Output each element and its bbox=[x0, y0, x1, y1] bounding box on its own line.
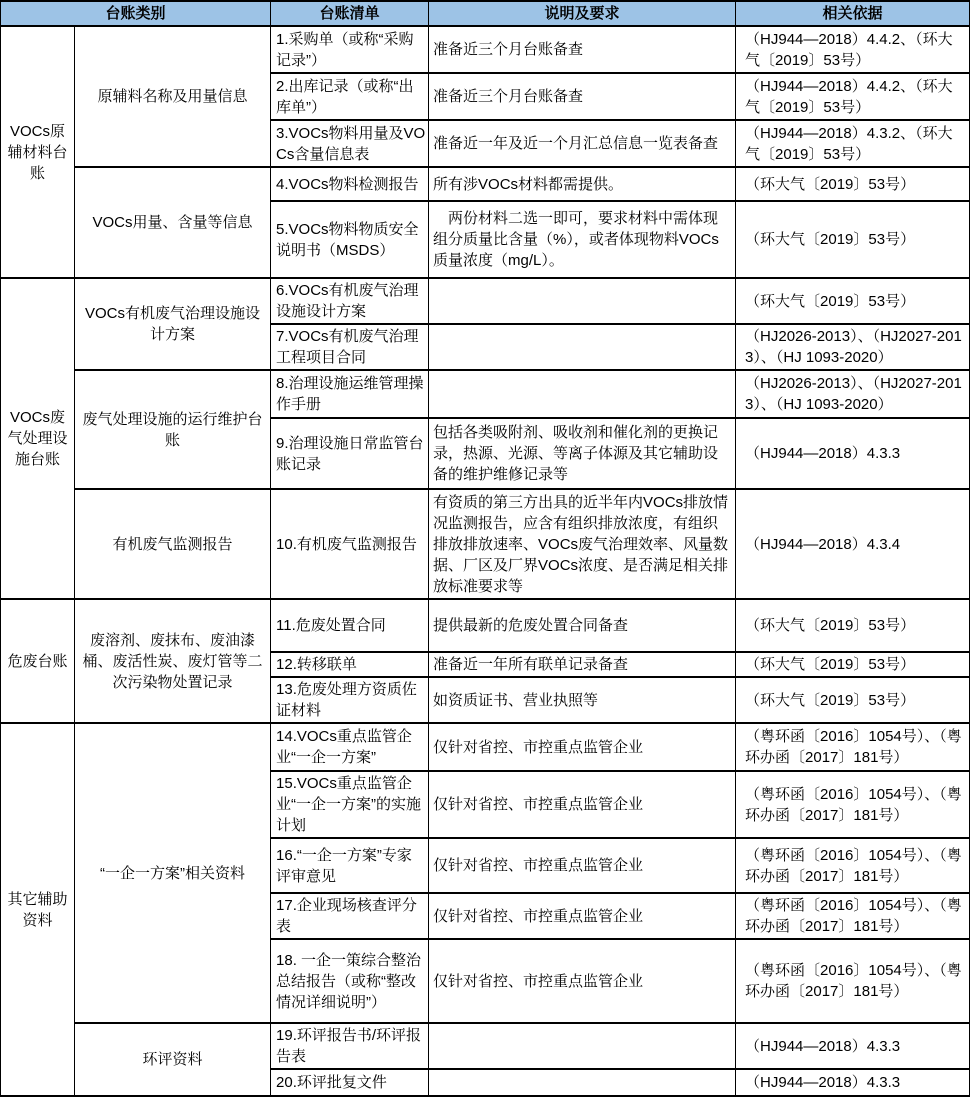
requirement-cell bbox=[429, 324, 736, 370]
category-cell: VOCs原辅材料台账 bbox=[1, 26, 75, 278]
requirement-cell bbox=[429, 1023, 736, 1069]
requirement-cell: 仅针对省控、市控重点监管企业 bbox=[429, 838, 736, 893]
basis-cell: （HJ944—2018）4.3.3 bbox=[736, 1023, 970, 1069]
basis-cell: （环大气〔2019〕53号） bbox=[736, 677, 970, 723]
basis-cell: （粤环函〔2016〕1054号）、（粤环办函〔2017〕181号） bbox=[736, 939, 970, 1023]
item-name-cell: 14.VOCs重点监管企业“一企一方案” bbox=[271, 723, 429, 771]
requirement-cell: 准备近一年所有联单记录备查 bbox=[429, 652, 736, 677]
basis-cell: （HJ944—2018）4.3.4 bbox=[736, 489, 970, 599]
item-name-cell: 19.环评报告书/环评报告表 bbox=[271, 1023, 429, 1069]
basis-cell: （HJ2026-2013）、（HJ2027-2013）、（HJ 1093-2020） bbox=[736, 370, 970, 418]
requirement-cell: 仅针对省控、市控重点监管企业 bbox=[429, 771, 736, 838]
basis-cell: （粤环函〔2016〕1054号）、（粤环办函〔2017〕181号） bbox=[736, 771, 970, 838]
item-name-cell: 12.转移联单 bbox=[271, 652, 429, 677]
category-cell: 危废台账 bbox=[1, 599, 75, 723]
item-name-cell: 8.治理设施运维管理操作手册 bbox=[271, 370, 429, 418]
table-row bbox=[1, 489, 970, 599]
requirement-cell: 仅针对省控、市控重点监管企业 bbox=[429, 893, 736, 939]
item-name-cell: 10.有机废气监测报告 bbox=[271, 489, 429, 599]
basis-cell: （环大气〔2019〕53号） bbox=[736, 167, 970, 201]
subcategory-cell: VOCs用量、含量等信息 bbox=[75, 167, 271, 278]
basis-cell: （HJ944—2018）4.3.3 bbox=[736, 418, 970, 489]
basis-cell: （HJ2026-2013）、（HJ2027-2013）、（HJ 1093-2020） bbox=[736, 324, 970, 370]
requirement-cell: 仅针对省控、市控重点监管企业 bbox=[429, 723, 736, 771]
basis-cell: （环大气〔2019〕53号） bbox=[736, 278, 970, 324]
item-name-cell: 1.采购单（或称“采购记录”） bbox=[271, 26, 429, 73]
basis-cell: （HJ944—2018）4.3.3 bbox=[736, 1069, 970, 1096]
header-requirement: 说明及要求 bbox=[429, 1, 736, 26]
requirement-cell: 准备近三个月台账备查 bbox=[429, 73, 736, 120]
basis-cell: （粤环函〔2016〕1054号）、（粤环办函〔2017〕181号） bbox=[736, 723, 970, 771]
item-name-cell: 16.“一企一方案”专家评审意见 bbox=[271, 838, 429, 893]
item-name-cell: 15.VOCs重点监管企业“一企一方案”的实施计划 bbox=[271, 771, 429, 838]
basis-cell: （HJ944—2018）4.4.2、（环大气〔2019〕53号） bbox=[736, 73, 970, 120]
basis-cell: （环大气〔2019〕53号） bbox=[736, 652, 970, 677]
requirement-cell: 如资质证书、营业执照等 bbox=[429, 677, 736, 723]
item-name-cell: 17.企业现场核查评分表 bbox=[271, 893, 429, 939]
table-row bbox=[1, 1023, 970, 1069]
subcategory-cell: 废气处理设施的运行维护台账 bbox=[75, 370, 271, 489]
table-row bbox=[1, 599, 970, 652]
item-name-cell: 2.出库记录（或称“出库单”） bbox=[271, 73, 429, 120]
requirement-cell: 准备近一年及近一个月汇总信息一览表备查 bbox=[429, 120, 736, 167]
subcategory-cell: 环评资料 bbox=[75, 1023, 271, 1096]
ledger-table-body bbox=[1, 26, 970, 1096]
basis-cell: （HJ944—2018）4.4.2、（环大气〔2019〕53号） bbox=[736, 26, 970, 73]
requirement-cell: 包括各类吸附剂、吸收剂和催化剂的更换记录，热源、光源、等离子体源及其它辅助设备的维护维修记录等 bbox=[429, 418, 736, 489]
subcategory-cell: 原辅料名称及用量信息 bbox=[75, 26, 271, 167]
requirement-cell bbox=[429, 278, 736, 324]
item-name-cell: 18. 一企一策综合整治总结报告（或称“整改情况详细说明”） bbox=[271, 939, 429, 1023]
item-name-cell: 9.治理设施日常监管台账记录 bbox=[271, 418, 429, 489]
subcategory-cell: “一企一方案”相关资料 bbox=[75, 723, 271, 1023]
basis-cell: （环大气〔2019〕53号） bbox=[736, 201, 970, 278]
requirement-cell: 所有涉VOCs材料都需提供。 bbox=[429, 167, 736, 201]
item-name-cell: 7.VOCs有机废气治理工程项目合同 bbox=[271, 324, 429, 370]
requirement-cell: 准备近三个月台账备查 bbox=[429, 26, 736, 73]
item-name-cell: 13.危废处理方资质佐证材料 bbox=[271, 677, 429, 723]
subcategory-cell: 废溶剂、废抹布、废油漆桶、废活性炭、废灯管等二次污染物处置记录 bbox=[75, 599, 271, 723]
requirement-cell bbox=[429, 370, 736, 418]
header-list: 台账清单 bbox=[271, 1, 429, 26]
item-name-cell: 3.VOCs物料用量及VOCs含量信息表 bbox=[271, 120, 429, 167]
requirement-cell: 两份材料二选一即可，要求材料中需体现组分质量比含量（%），或者体现物料VOCs质量浓度（mg/L）。 bbox=[429, 201, 736, 278]
basis-cell: （粤环函〔2016〕1054号）、（粤环办函〔2017〕181号） bbox=[736, 838, 970, 893]
table-row bbox=[1, 370, 970, 418]
subcategory-cell: 有机废气监测报告 bbox=[75, 489, 271, 599]
category-cell: VOCs废气处理设施台账 bbox=[1, 278, 75, 599]
requirement-cell: 仅针对省控、市控重点监管企业 bbox=[429, 939, 736, 1023]
table-row bbox=[1, 278, 970, 324]
requirement-cell: 提供最新的危废处置合同备查 bbox=[429, 599, 736, 652]
requirement-cell bbox=[429, 1069, 736, 1096]
header-basis: 相关依据 bbox=[736, 1, 970, 26]
requirement-cell: 有资质的第三方出具的近半年内VOCs排放情况监测报告，应含有组织排放浓度，有组织排放排放速率、VOCs废气治理效率、风量数据、厂区及厂界VOCs浓度、是否满足相关排放标准要求等 bbox=[429, 489, 736, 599]
header-category: 台账类别 bbox=[1, 1, 271, 26]
category-cell: 其它辅助资料 bbox=[1, 723, 75, 1096]
item-name-cell: 6.VOCs有机废气治理设施设计方案 bbox=[271, 278, 429, 324]
item-name-cell: 11.危废处置合同 bbox=[271, 599, 429, 652]
subcategory-cell: VOCs有机废气治理设施设计方案 bbox=[75, 278, 271, 370]
item-name-cell: 20.环评批复文件 bbox=[271, 1069, 429, 1096]
table-row bbox=[1, 723, 970, 771]
item-name-cell: 5.VOCs物料物质安全说明书（MSDS） bbox=[271, 201, 429, 278]
table-row bbox=[1, 26, 970, 73]
basis-cell: （粤环函〔2016〕1054号）、（粤环办函〔2017〕181号） bbox=[736, 893, 970, 939]
table-row bbox=[1, 167, 970, 201]
basis-cell: （HJ944—2018）4.3.2、（环大气〔2019〕53号） bbox=[736, 120, 970, 167]
table-header-row bbox=[1, 1, 970, 26]
basis-cell: （环大气〔2019〕53号） bbox=[736, 599, 970, 652]
item-name-cell: 4.VOCs物料检测报告 bbox=[271, 167, 429, 201]
